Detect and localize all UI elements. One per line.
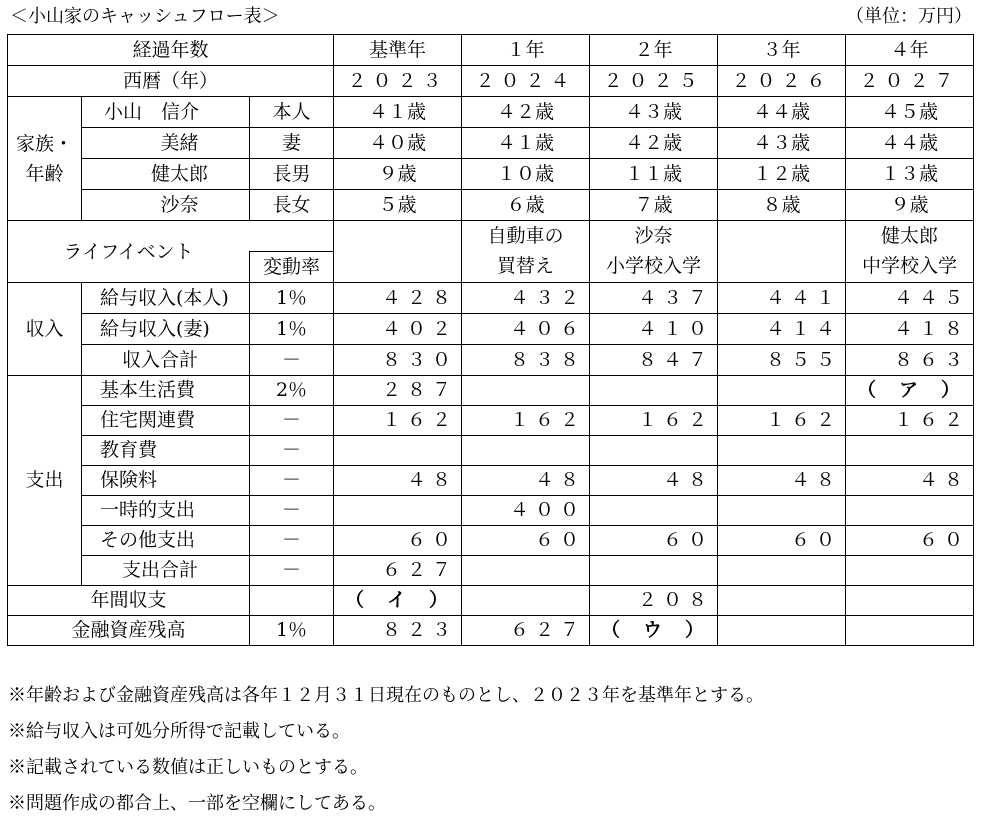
- value-cell: ４８: [846, 466, 974, 496]
- unit-label: （単位：万円）: [846, 6, 972, 27]
- change-rate: [250, 586, 334, 616]
- value-cell: ４３７: [590, 283, 718, 314]
- value-cell: １６２: [590, 406, 718, 436]
- member-relation: 本人: [250, 97, 334, 128]
- note-item: ※記載されている数値は正しいものとする。: [8, 757, 368, 778]
- blank-a-cell: （ ア ）: [846, 376, 974, 406]
- member-relation: 妻: [250, 128, 334, 159]
- age-cell: ４０歳: [334, 128, 462, 159]
- age-cell: １１歳: [590, 159, 718, 190]
- income-label: 収入: [8, 283, 82, 376]
- age-cell: ９歳: [846, 190, 974, 221]
- value-cell: [846, 586, 974, 616]
- note-item: ※年齢および金融資産残高は各年１２月３１日現在のものとし、２０２３年を基準年とする。: [8, 685, 764, 706]
- expense-total-label: 支出合計: [82, 556, 250, 586]
- age-cell: ４１歳: [462, 128, 590, 159]
- value-cell: [718, 436, 846, 466]
- expense-row: [8, 376, 974, 406]
- life-event-line1: [722, 221, 841, 251]
- value-cell: １６２: [846, 406, 974, 436]
- year-cell: ３年: [718, 35, 846, 66]
- blank-i-cell: （ イ ）: [334, 586, 462, 616]
- age-cell: ９歳: [334, 159, 462, 190]
- expense-item-label: 一時的支出: [82, 496, 250, 526]
- value-cell: [846, 436, 974, 466]
- value-cell: ４００: [462, 496, 590, 526]
- member-relation: 長男: [250, 159, 334, 190]
- value-cell: [718, 376, 846, 406]
- change-rate-label: 変動率: [250, 252, 334, 283]
- value-cell: [462, 556, 590, 586]
- value-cell: ６２７: [462, 616, 590, 646]
- value-cell: ４８: [334, 466, 462, 496]
- life-event-line1: 沙奈: [634, 225, 673, 247]
- life-event-cell: [334, 221, 462, 283]
- header: [10, 4, 972, 30]
- value-cell: ２８７: [334, 376, 462, 406]
- value-cell: [718, 496, 846, 526]
- value-cell: ６０: [334, 526, 462, 556]
- value-cell: [590, 376, 718, 406]
- age-cell: ４１歳: [334, 97, 462, 128]
- life-event-line1: [338, 221, 457, 251]
- value-cell: ８５５: [718, 345, 846, 376]
- life-event-line2: 中学校入学: [862, 255, 958, 277]
- value-cell: ４２８: [334, 283, 462, 314]
- value-cell: [334, 496, 462, 526]
- life-event-cell: [462, 221, 590, 283]
- age-cell: ４３歳: [718, 128, 846, 159]
- calendar-cell: ２０２７: [846, 66, 974, 97]
- value-cell: ８３８: [462, 345, 590, 376]
- value-cell: ４１４: [718, 314, 846, 345]
- expense-row: [8, 466, 974, 496]
- expense-row: [8, 496, 974, 526]
- expense-row: [8, 406, 974, 436]
- family-label-line2: 年齢: [25, 162, 64, 185]
- life-event-row: [8, 221, 974, 252]
- annual-balance-row: [8, 586, 974, 616]
- age-cell: ５歳: [334, 190, 462, 221]
- note-item: ※問題作成の都合上、一部を空欄にしてある。: [8, 793, 386, 814]
- value-cell: [590, 556, 718, 586]
- age-cell: １３歳: [846, 159, 974, 190]
- value-cell: [462, 376, 590, 406]
- expense-total-row: [8, 556, 974, 586]
- life-event-spacer: [250, 221, 334, 252]
- age-cell: ７歳: [590, 190, 718, 221]
- value-cell: ４１０: [590, 314, 718, 345]
- change-rate: －: [250, 526, 334, 556]
- value-cell: ４４５: [846, 283, 974, 314]
- value-cell: ４１８: [846, 314, 974, 345]
- age-cell: ４４歳: [718, 97, 846, 128]
- change-rate: －: [250, 496, 334, 526]
- value-cell: [846, 556, 974, 586]
- income-row: [8, 283, 974, 314]
- expense-item-label: その他支出: [82, 526, 250, 556]
- value-cell: ６０: [718, 526, 846, 556]
- page-title: ＜小山家のキャッシュフロー表＞: [10, 6, 280, 27]
- age-cell: １２歳: [718, 159, 846, 190]
- value-cell: ２０８: [590, 586, 718, 616]
- value-cell: ４０２: [334, 314, 462, 345]
- value-cell: [590, 496, 718, 526]
- expense-label: 支出: [8, 376, 82, 586]
- life-event-line2: [338, 251, 457, 281]
- member-name: 沙奈: [82, 190, 250, 221]
- annual-balance-label: 年間収支: [8, 586, 250, 616]
- age-cell: ４２歳: [590, 128, 718, 159]
- value-cell: [718, 556, 846, 586]
- calendar-cell: ２０２５: [590, 66, 718, 97]
- member-relation: 長女: [250, 190, 334, 221]
- age-cell: ４５歳: [846, 97, 974, 128]
- age-cell: ６歳: [462, 190, 590, 221]
- change-rate: 1％: [250, 616, 334, 646]
- value-cell: [462, 586, 590, 616]
- calendar-cell: ２０２６: [718, 66, 846, 97]
- member-name: 健太郎: [82, 159, 250, 190]
- value-cell: ６０: [462, 526, 590, 556]
- family-label-line1: 家族・: [15, 132, 73, 155]
- value-cell: ４３２: [462, 283, 590, 314]
- value-cell: ４８: [462, 466, 590, 496]
- change-rate: 2％: [250, 376, 334, 406]
- calendar-cell: ２０２４: [462, 66, 590, 97]
- value-cell: [462, 436, 590, 466]
- year-cell: 基準年: [334, 35, 462, 66]
- age-cell: ８歳: [718, 190, 846, 221]
- blank-u-cell: （ ウ ）: [590, 616, 718, 646]
- income-total-label: 収入合計: [82, 345, 250, 376]
- year-cell: ２年: [590, 35, 718, 66]
- years-row: [8, 35, 974, 66]
- year-cell: １年: [462, 35, 590, 66]
- change-rate: －: [250, 466, 334, 496]
- age-cell: １０歳: [462, 159, 590, 190]
- value-cell: １６２: [462, 406, 590, 436]
- family-row: [8, 128, 974, 159]
- value-cell: １６２: [718, 406, 846, 436]
- value-cell: ６２７: [334, 556, 462, 586]
- life-event-cell: [718, 221, 846, 283]
- life-event-line2: [722, 251, 841, 281]
- family-row: [8, 159, 974, 190]
- value-cell: ４８: [718, 466, 846, 496]
- family-row: [8, 97, 974, 128]
- change-rate: 1％: [250, 314, 334, 345]
- value-cell: [718, 586, 846, 616]
- value-cell: [590, 436, 718, 466]
- expense-item-label: 基本生活費: [82, 376, 250, 406]
- value-cell: [846, 616, 974, 646]
- life-event-line2: 買替え: [497, 255, 555, 277]
- life-event-line1: 健太郎: [881, 225, 939, 247]
- value-cell: [846, 496, 974, 526]
- life-event-label: ライフイベント: [8, 221, 250, 283]
- change-rate: －: [250, 556, 334, 586]
- income-row: [8, 314, 974, 345]
- member-name: 小山 信介: [82, 97, 250, 128]
- value-cell: ８３０: [334, 345, 462, 376]
- expense-row: [8, 526, 974, 556]
- family-label: [8, 97, 82, 221]
- expense-item-label: 保険料: [82, 466, 250, 496]
- value-cell: [718, 616, 846, 646]
- value-cell: ４８: [590, 466, 718, 496]
- value-cell: ４０６: [462, 314, 590, 345]
- calendar-cell: ２０２３: [334, 66, 462, 97]
- income-item-label: 給与収入(本人): [82, 283, 250, 314]
- value-cell: [334, 436, 462, 466]
- age-cell: ４３歳: [590, 97, 718, 128]
- change-rate: 1％: [250, 283, 334, 314]
- income-item-label: 給与収入(妻): [82, 314, 250, 345]
- family-row: [8, 190, 974, 221]
- age-cell: ４４歳: [846, 128, 974, 159]
- value-cell: ６０: [846, 526, 974, 556]
- life-event-line2: 小学校入学: [606, 255, 702, 277]
- cash-flow-table: [7, 34, 974, 646]
- value-cell: １６２: [334, 406, 462, 436]
- years-label: 経過年数: [8, 35, 334, 66]
- change-rate: －: [250, 345, 334, 376]
- member-name: 美緒: [82, 128, 250, 159]
- value-cell: ８６３: [846, 345, 974, 376]
- change-rate: －: [250, 406, 334, 436]
- change-rate: －: [250, 436, 334, 466]
- calendar-row: [8, 66, 974, 97]
- life-event-cell: [590, 221, 718, 283]
- value-cell: ４４１: [718, 283, 846, 314]
- financial-assets-label: 金融資産残高: [8, 616, 250, 646]
- note-item: ※給与収入は可処分所得で記載している。: [8, 721, 350, 742]
- notes: [8, 678, 978, 822]
- value-cell: ８４７: [590, 345, 718, 376]
- financial-assets-row: [8, 616, 974, 646]
- year-cell: ４年: [846, 35, 974, 66]
- value-cell: ８２３: [334, 616, 462, 646]
- expense-item-label: 住宅関連費: [82, 406, 250, 436]
- income-total-row: [8, 345, 974, 376]
- expense-row: [8, 436, 974, 466]
- western-year-label: 西暦（年）: [8, 66, 334, 97]
- expense-item-label: 教育費: [82, 436, 250, 466]
- value-cell: ６０: [590, 526, 718, 556]
- life-event-line1: 自動車の: [487, 225, 564, 247]
- age-cell: ４２歳: [462, 97, 590, 128]
- life-event-cell: [846, 221, 974, 283]
